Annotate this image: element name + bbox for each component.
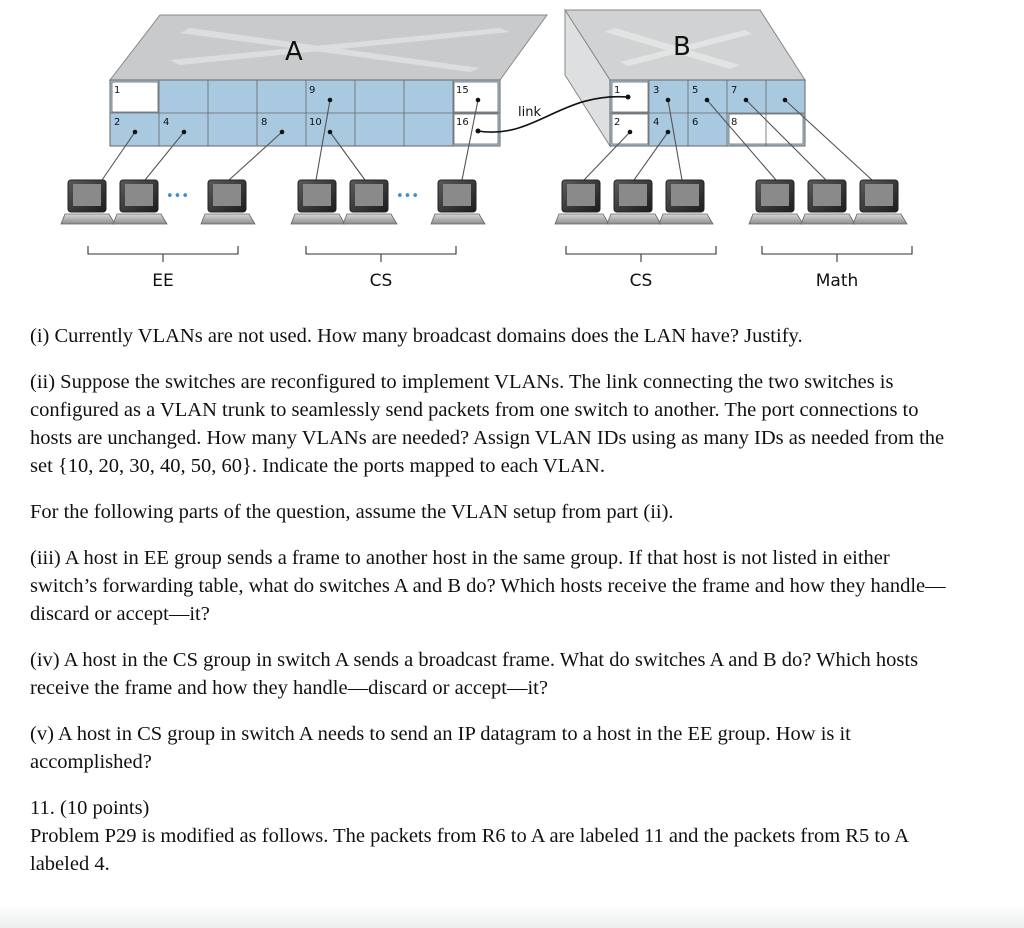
port-label: 6: [692, 117, 699, 128]
host-pc: [113, 180, 167, 224]
group-label-math: Math: [815, 271, 859, 291]
port-label: 3: [653, 85, 660, 96]
port-label: 1: [614, 85, 621, 96]
port-label: 2: [614, 117, 621, 128]
host-pc: [607, 180, 661, 224]
host-pc: [291, 180, 345, 224]
ellipsis: •••: [166, 189, 190, 204]
problem-11-body: Problem P29 is modified as follows. The packets from R6 to A are labeled 11 and the packets from R5 to A labeled 4.: [30, 825, 908, 875]
switch-b: [565, 10, 805, 146]
question-intro: For the following parts of the question, assume the VLAN setup from part (ii).: [30, 501, 674, 523]
host-pc: [749, 180, 803, 224]
group-brackets: [88, 246, 912, 262]
question-i: (i) Currently VLANs are not used. How many broadcast domains does the LAN have? Justify.: [30, 325, 803, 347]
port-label: 4: [653, 117, 660, 128]
question-iv: (iv) A host in the CS group in switch A sends a broadcast frame. What do switches A and B do? Which hosts receive the frame and how they handle—discard or accept—it?: [30, 649, 919, 699]
question-text: [30, 322, 960, 878]
host-pc: [659, 180, 713, 224]
bottom-shadow: [0, 905, 1024, 928]
ellipsis: •••: [396, 189, 420, 204]
port-label: 10: [309, 117, 322, 128]
link-label: link: [518, 105, 541, 120]
group-label-ee: EE: [152, 271, 174, 291]
host-pc: [853, 180, 907, 224]
question-iii: (iii) A host in EE group sends a frame to another host in the same group. If that host is not listed in either switch’s forwarding table, what do switches A and B do? Which hosts receive the frame and how they handle—discard or accept—it?: [30, 547, 946, 625]
port-label: 7: [731, 85, 738, 96]
host-pc: [431, 180, 485, 224]
port-label: 16: [456, 117, 469, 128]
host-pc: [801, 180, 855, 224]
group-label-cs-b: CS: [629, 271, 653, 291]
question-v: (v) A host in CS group in switch A needs to send an IP datagram to a host in the EE group. How is it accomplished?: [30, 723, 851, 773]
vlan-diagram: [0, 0, 1024, 320]
host-pc: [61, 180, 115, 224]
port-label: 9: [309, 85, 316, 96]
host-pc: [343, 180, 397, 224]
problem-11-title: 11. (10 points): [30, 797, 150, 819]
switch-b-label: B: [673, 32, 691, 62]
port-label: 8: [261, 117, 268, 128]
port-label: 15: [456, 85, 469, 96]
group-label-cs-a: CS: [369, 271, 393, 291]
port-label: 2: [114, 117, 121, 128]
port-label: 4: [163, 117, 170, 128]
port-label: 1: [114, 85, 121, 96]
host-pc: [201, 180, 255, 224]
port-label: 8: [731, 117, 738, 128]
question-ii: (ii) Suppose the switches are reconfigured to implement VLANs. The link connecting the two switches is configured as a VLAN trunk to seamlessly send packets from one switch to another. The port connections to hosts are unchanged. How many VLANs are needed? Assign VLAN IDs using as many IDs as needed from the set {10, 20, 30, 40, 50, 60}. Indicate the ports mapped to each VLAN.: [30, 371, 945, 477]
switch-a-label: A: [285, 37, 303, 67]
switch-a: [110, 15, 547, 146]
port-label: 5: [692, 85, 699, 96]
host-pc: [555, 180, 609, 224]
